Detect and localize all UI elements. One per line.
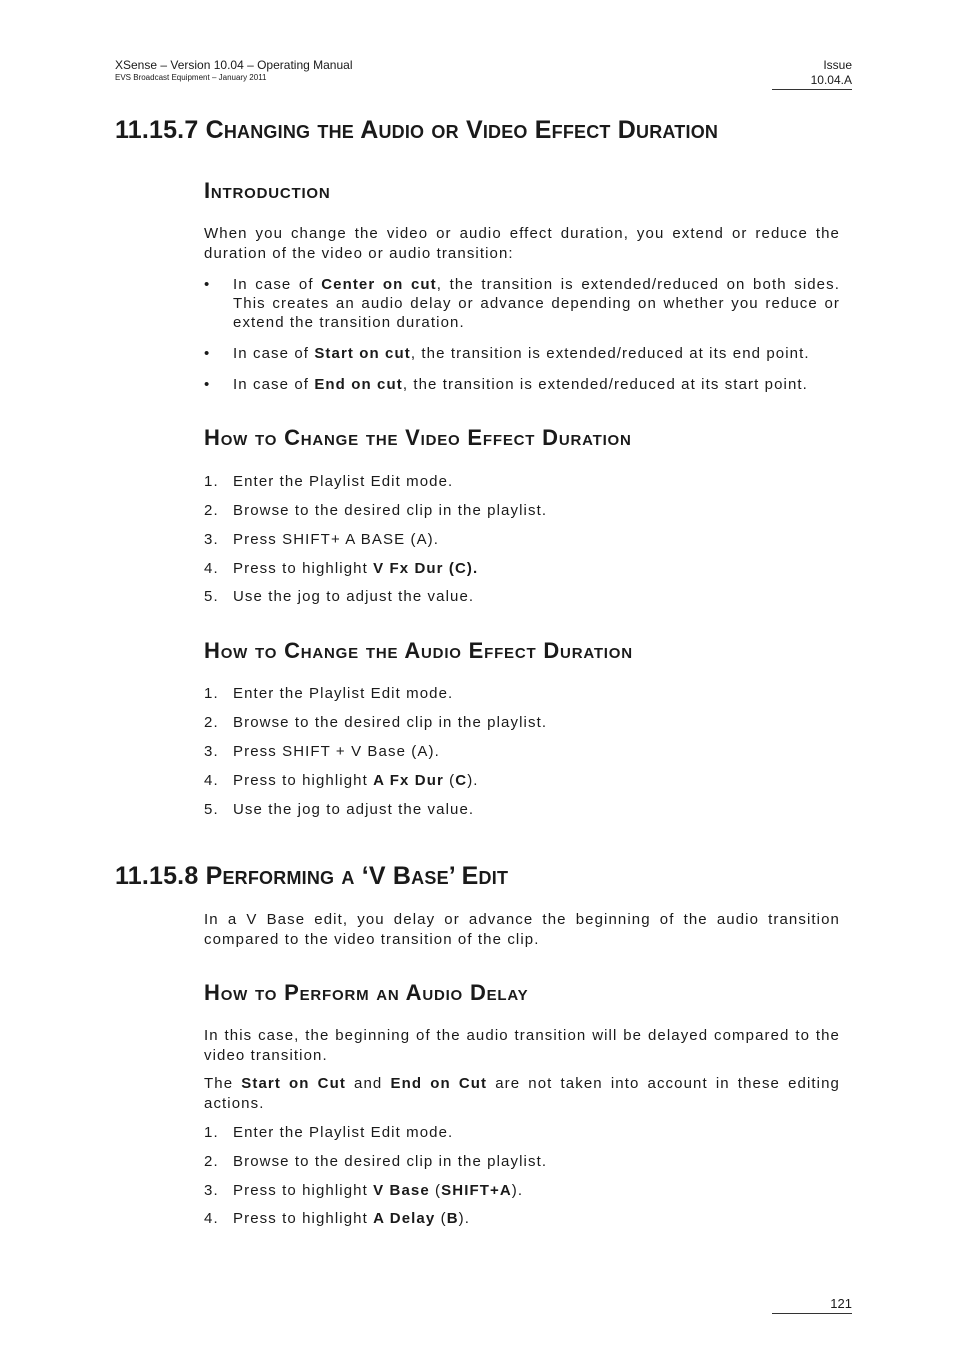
list-item: 3. Press SHIFT+ A BASE (A).: [204, 531, 440, 548]
list-item: 4. Press to highlight V Fx Dur (C).: [204, 560, 479, 577]
bullet-item: • In case of Start on cut, the transition is extended/reduced at its end point.: [204, 345, 810, 362]
heading-audio-effect-duration: How to Change the Audio Effect Duration: [204, 638, 633, 663]
manual-subtitle: EVS Broadcast Equipment – January 2011: [115, 73, 267, 82]
running-header: [115, 58, 353, 83]
list-item: 2. Browse to the desired clip in the playlist.: [204, 502, 548, 519]
manual-title: XSense – Version 10.04 – Operating Manual: [115, 58, 353, 72]
intro-paragraph: When you change the video or audio effect duration, you extend or reduce the duration of the video or audio transition:: [204, 225, 840, 262]
list-item: 5. Use the jog to adjust the value.: [204, 588, 475, 605]
issue-label: Issue: [823, 58, 852, 72]
heading-audio-delay: How to Perform an Audio Delay: [204, 980, 529, 1005]
page-number: 121: [772, 1295, 852, 1314]
list-item: 4. Press to highlight A Delay (B).: [204, 1210, 470, 1227]
section-title-11-15-7: 11.15.7 Changing the Audio or Video Effect Duration: [115, 116, 719, 144]
issue-value: 10.04.A: [810, 73, 852, 87]
list-item: 1. Enter the Playlist Edit mode.: [204, 473, 454, 490]
audio-delay-note: The Start on Cut and End on Cut are not taken into account in these editing actions.: [204, 1075, 840, 1112]
list-item: 3. Press SHIFT + V Base (A).: [204, 743, 440, 760]
heading-video-effect-duration: How to Change the Video Effect Duration: [204, 425, 632, 450]
list-item: 4. Press to highlight A Fx Dur (C).: [204, 772, 479, 789]
bullet-item: • In case of Center on cut, the transition is extended/reduced on both sides. This creates an audio delay or advance depending on whether you reduce or extend the transition duration.: [204, 276, 840, 331]
list-item: 2. Browse to the desired clip in the playlist.: [204, 714, 548, 731]
bullet-item: • In case of End on cut, the transition is extended/reduced at its start point.: [204, 376, 808, 393]
issue-block: [772, 58, 852, 90]
vbase-intro-paragraph: In a V Base edit, you delay or advance the beginning of the audio transition compared to the video transition of the clip.: [204, 911, 840, 948]
bullet-icon: •: [204, 376, 211, 393]
audio-delay-paragraph: In this case, the beginning of the audio transition will be delayed compared to the video transition.: [204, 1027, 840, 1064]
bullet-icon: •: [204, 345, 211, 362]
list-item: 1. Enter the Playlist Edit mode.: [204, 1124, 454, 1141]
bullet-icon: •: [204, 276, 211, 293]
list-item: 2. Browse to the desired clip in the playlist.: [204, 1153, 548, 1170]
heading-introduction: Introduction: [204, 178, 331, 203]
list-item: 1. Enter the Playlist Edit mode.: [204, 685, 454, 702]
list-item: 3. Press to highlight V Base (SHIFT+A).: [204, 1182, 524, 1199]
section-title-11-15-8: 11.15.8 Performing a ‘V Base’ Edit: [115, 862, 509, 890]
list-item: 5. Use the jog to adjust the value.: [204, 801, 475, 818]
